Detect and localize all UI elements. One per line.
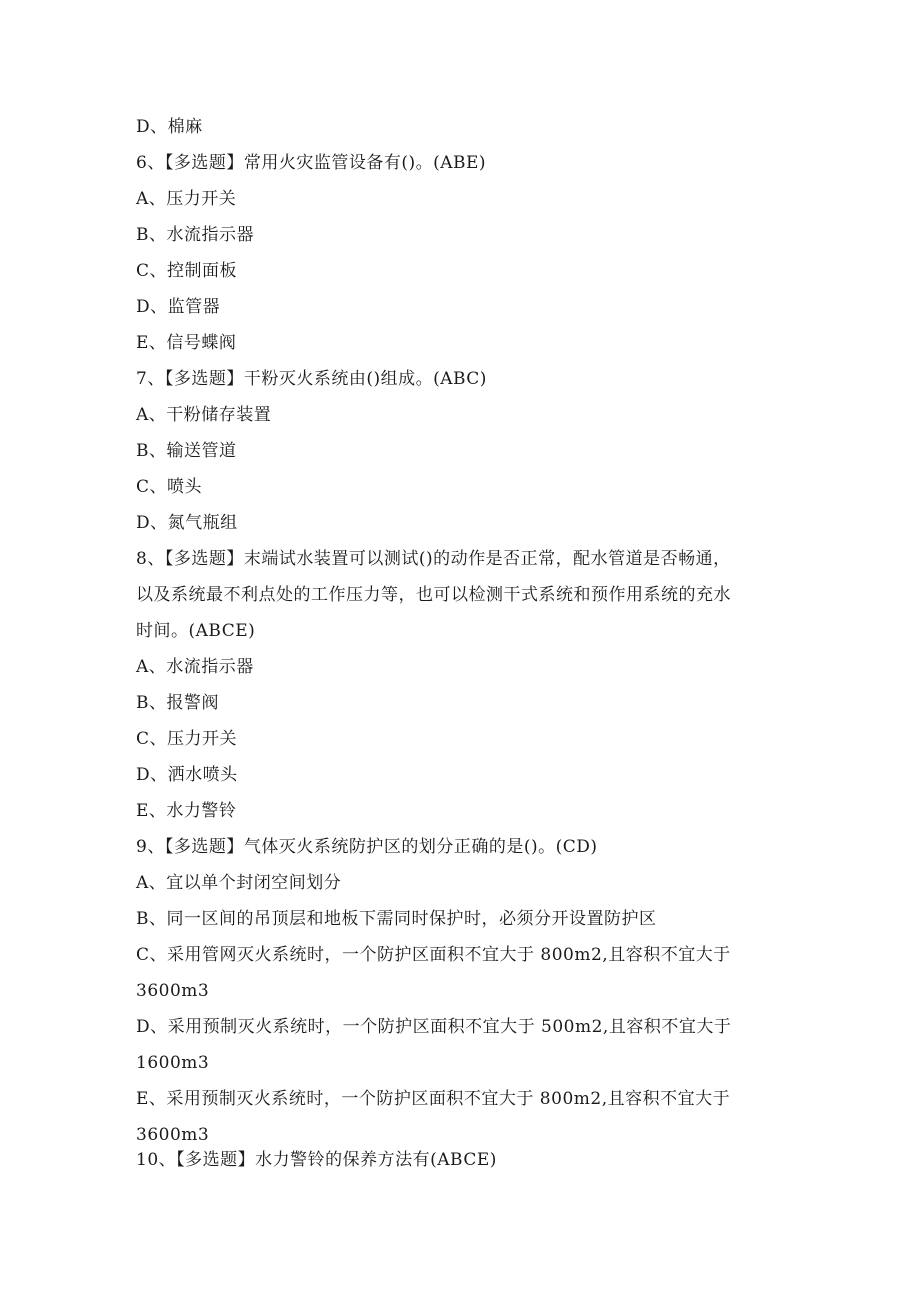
option-e-q8: E、水力警铃 bbox=[136, 801, 237, 821]
option-d-q7: D、氮气瓶组 bbox=[136, 513, 238, 533]
option-e-q6: E、信号蝶阀 bbox=[136, 333, 237, 353]
option-b-q9: B、同一区间的吊顶层和地板下需同时保护时，必须分开设置防护区 bbox=[136, 909, 657, 929]
question-10: 10、【多选题】水力警铃的保养方法有(ABCE) bbox=[136, 1150, 497, 1170]
option-a-q8: A、水流指示器 bbox=[136, 657, 254, 677]
option-a-q7: A、干粉储存装置 bbox=[136, 405, 272, 425]
question-9: 9、【多选题】气体灭火系统防护区的划分正确的是()。(CD) bbox=[136, 837, 598, 857]
option-d-q9-line-2: 1600m3 bbox=[136, 1053, 210, 1073]
question-6: 6、【多选题】常用火灾监管设备有()。(ABE) bbox=[136, 153, 487, 173]
option-b-q8: B、报警阀 bbox=[136, 693, 219, 713]
option-c-q6: C、控制面板 bbox=[136, 261, 238, 281]
option-e-q9-line-1: E、采用预制灭火系统时，一个防护区面积不宜大于 800m2,且容积不宜大于 bbox=[136, 1089, 731, 1109]
option-d-q9-line-1: D、采用预制灭火系统时，一个防护区面积不宜大于 500m2,且容积不宜大于 bbox=[136, 1017, 732, 1037]
question-8-line-1: 8、【多选题】末端试水装置可以测试()的动作是否正常，配水管道是否畅通， bbox=[136, 549, 731, 569]
option-b-q6: B、水流指示器 bbox=[136, 225, 254, 245]
option-d-q8: D、洒水喷头 bbox=[136, 765, 238, 785]
option-c-q9-line-2: 3600m3 bbox=[136, 981, 210, 1001]
option-d-q5: D、棉麻 bbox=[136, 117, 203, 137]
question-8-line-2: 以及系统最不利点处的工作压力等，也可以检测干式系统和预作用系统的充水 bbox=[136, 585, 731, 605]
option-c-q7: C、喷头 bbox=[136, 477, 203, 497]
option-e-q9-line-2: 3600m3 bbox=[136, 1125, 210, 1145]
option-c-q8: C、压力开关 bbox=[136, 729, 238, 749]
option-b-q7: B、输送管道 bbox=[136, 441, 237, 461]
option-c-q9-line-1: C、采用管网灭火系统时，一个防护区面积不宜大于 800m2,且容积不宜大于 bbox=[136, 945, 731, 965]
option-d-q6: D、监管器 bbox=[136, 297, 221, 317]
option-a-q9: A、宜以单个封闭空间划分 bbox=[136, 873, 342, 893]
question-8-line-3: 时间。(ABCE) bbox=[136, 621, 256, 641]
question-7: 7、【多选题】干粉灭火系统由()组成。(ABC) bbox=[136, 369, 487, 389]
option-a-q6: A、压力开关 bbox=[136, 189, 237, 209]
